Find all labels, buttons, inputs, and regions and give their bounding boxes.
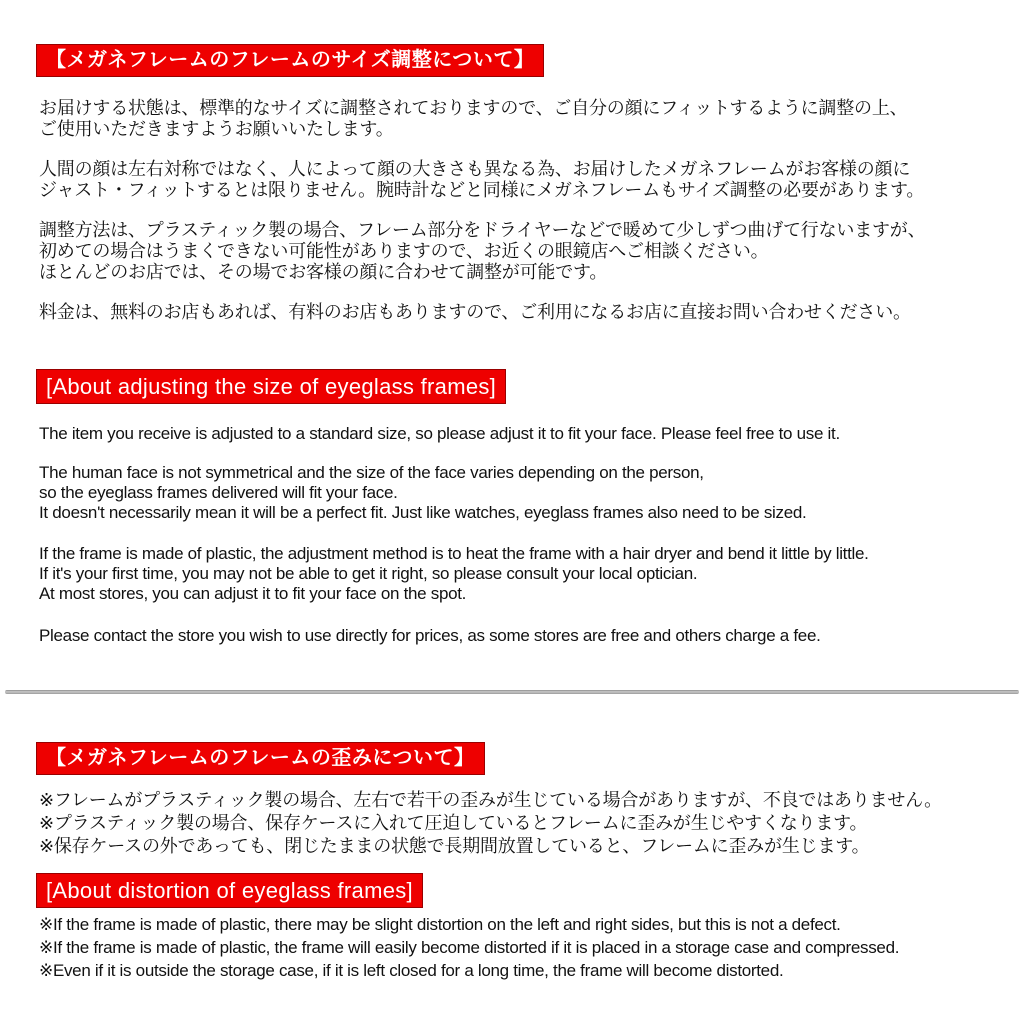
text-line: お届けする状態は、標準的なサイズに調整されておりますので、ご自分の顔にフィットするように調整の上、 <box>39 98 908 118</box>
text-line: ほとんどのお店では、その場でお客様の顔に合わせて調整が可能です。 <box>39 262 608 282</box>
section-distortion-en <box>36 873 1004 982</box>
text-line: At most stores, you can adjust it to fit your face on the spot. <box>39 584 467 603</box>
text-line: The item you receive is adjusted to a standard size, so please adjust it to fit your face. Please feel free to use it. <box>39 424 840 443</box>
text-line: 料金は、無料のお店もあれば、有料のお店もありますので、ご利用になるお店に直接お問い合わせください。 <box>39 302 911 322</box>
text-line: The human face is not symmetrical and the size of the face varies depending on the person, <box>39 463 704 482</box>
text-line: ご使用いただきますようお願いいたします。 <box>39 119 394 139</box>
bullet-line: ※If the frame is made of plastic, the frame will easily become distorted if it is placed in a storage case and compressed. <box>39 938 900 957</box>
paragraph <box>39 159 1004 201</box>
section-header-distortion-en: [About distortion of eyeglass frames] <box>36 873 423 908</box>
text-line: Please contact the store you wish to use directly for prices, as some stores are free and others charge a fee. <box>39 626 821 645</box>
distortion-area <box>0 694 1024 982</box>
paragraph <box>39 98 1004 140</box>
bullet-list <box>39 913 1004 982</box>
text-line: so the eyeglass frames delivered will fit your face. <box>39 483 398 502</box>
bullet-list <box>39 789 1004 858</box>
section-distortion-jp <box>36 742 1004 858</box>
section-size-adjustment-jp <box>36 44 1004 323</box>
paragraph <box>39 424 1004 444</box>
text-line: 調整方法は、プラスティック製の場合、フレーム部分をドライヤーなどで暖めて少しずつ曲げて行ないますが、 <box>39 220 926 240</box>
bullet-line: ※保存ケースの外であっても、閉じたままの状態で長期間放置していると、フレームに歪みが生じます。 <box>39 836 870 856</box>
paragraph <box>39 302 1004 323</box>
text-line: 人間の顔は左右対称ではなく、人によって顔の大きさも異なる為、お届けしたメガネフレームがお客様の顔に <box>39 159 911 179</box>
bullet-line: ※フレームがプラスティック製の場合、左右で若干の歪みが生じている場合がありますが、不良ではありません。 <box>39 790 942 810</box>
text-line: 初めての場合はうまくできない可能性がありますので、お近くの眼鏡店へご相談ください。 <box>39 241 769 261</box>
section-header-size-adjustment-jp: 【メガネフレームのフレームのサイズ調整について】 <box>36 44 544 77</box>
paragraph <box>39 544 1004 604</box>
text-line: ジャスト・フィットするとは限りません。腕時計などと同様にメガネフレームもサイズ調整の必要があります。 <box>39 180 925 200</box>
text-line: If the frame is made of plastic, the adjustment method is to heat the frame with a hair dryer and bend it little by little. <box>39 544 869 563</box>
bullet-line: ※If the frame is made of plastic, there may be slight distortion on the left and right sides, but this is not a defect. <box>39 915 841 934</box>
section-size-adjustment-en <box>36 369 1004 646</box>
paragraph <box>39 220 1004 283</box>
section-header-size-adjustment-en: [About adjusting the size of eyeglass frames] <box>36 369 506 404</box>
section-header-distortion-jp: 【メガネフレームのフレームの歪みについて】 <box>36 742 485 775</box>
bullet-line: ※プラスティック製の場合、保存ケースに入れて圧迫しているとフレームに歪みが生じやすくなります。 <box>39 813 868 833</box>
paragraph <box>39 463 1004 523</box>
bullet-line: ※Even if it is outside the storage case, if it is left closed for a long time, the frame will become distorted. <box>39 961 784 980</box>
paragraph <box>39 626 1004 646</box>
text-line: If it's your first time, you may not be able to get it right, so please consult your local optician. <box>39 564 698 583</box>
text-line: It doesn't necessarily mean it will be a perfect fit. Just like watches, eyeglass frames also need to be sized. <box>39 503 807 522</box>
